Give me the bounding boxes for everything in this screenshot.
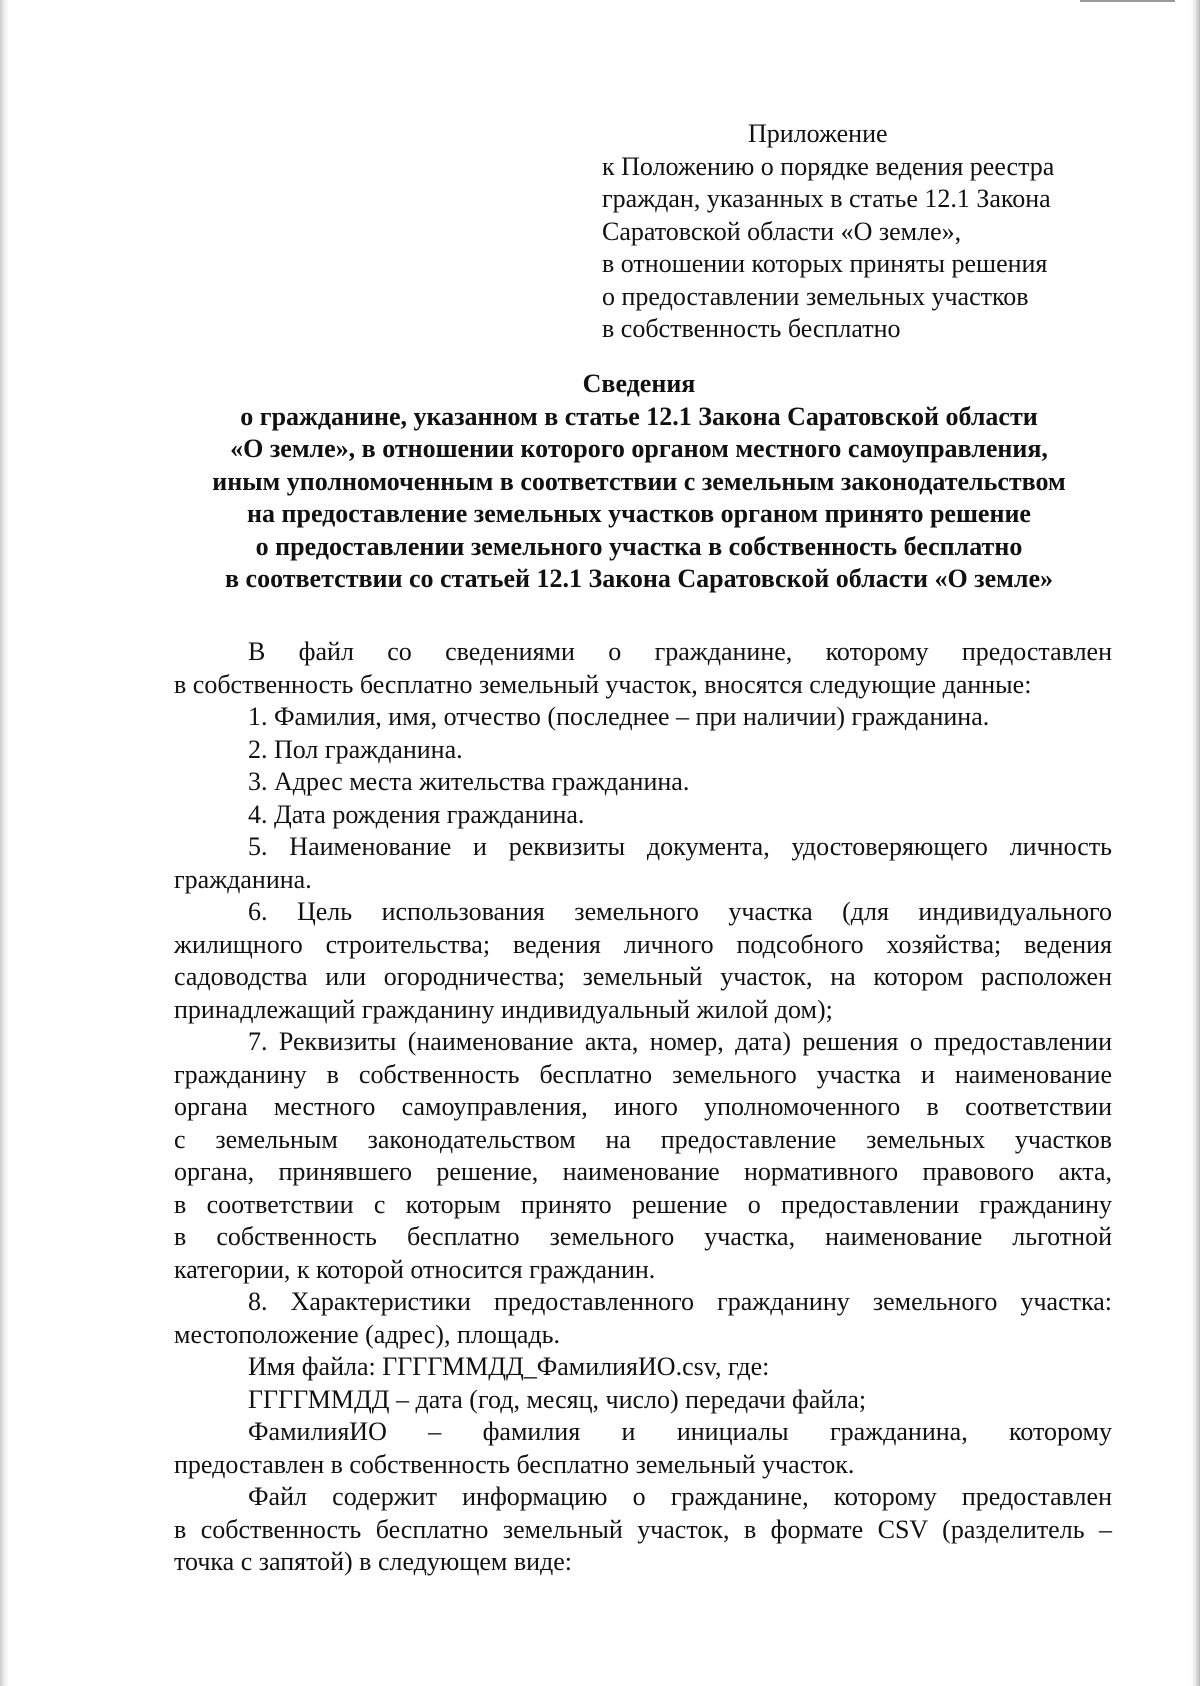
scan-edge-left (0, 0, 9, 1686)
annex-block (602, 118, 1162, 346)
list-item-3: 3. Адрес места жительства гражданина. (248, 767, 690, 796)
list-item-8 (174, 1286, 1112, 1351)
heading-line: «О земле», в отношении которого органом местного самоуправления, (230, 434, 1048, 463)
item-line: в собственность бесплатно земельного участка, наименование льготной (174, 1222, 1112, 1251)
annex-line: о предоставлении земельных участков (602, 281, 1029, 311)
intro-line: В файл со сведениями о гражданине, которому предоставлен (248, 637, 1112, 666)
item-line: 5. Наименование и реквизиты документа, удостоверяющего личность (248, 832, 1112, 861)
scan-corner-mark (1080, 0, 1175, 2)
item-line: органа местного самоуправления, иного уполномоченного в соответствии (174, 1092, 1112, 1121)
heading-line: о предоставлении земельного участка в собственность бесплатно (255, 531, 1023, 561)
list-item-5 (174, 831, 1112, 896)
annex-title: Приложение (748, 119, 888, 148)
item-line: органа, принявшего решение, наименование нормативного правового акта, (174, 1157, 1112, 1186)
item-line: с земельным законодательством на предоставление земельных участков (174, 1124, 1112, 1154)
annex-line: граждан, указанных в статье 12.1 Закона (602, 184, 1051, 213)
annex-line: к Положению о порядке ведения реестра (602, 151, 1055, 181)
annex-line: в собственность бесплатно (602, 314, 901, 343)
format-line: Файл содержит информацию о гражданине, которому предоставлен (248, 1482, 1112, 1511)
list-item-2: 2. Пол гражданина. (248, 734, 463, 764)
item-line: принадлежащий гражданину индивидуальный жилой дом); (174, 994, 833, 1024)
item-line: садоводства или огородничества; земельный участок, на котором расположен (174, 962, 1112, 991)
document-heading (170, 368, 1108, 596)
heading-line: иным уполномоченным в соответствии с земельным законодательством (212, 466, 1066, 496)
intro-line: в собственность бесплатно земельный участок, вносятся следующие данные: (174, 669, 1032, 699)
heading-line: о гражданине, указанном в статье 12.1 Закона Саратовской области (240, 401, 1038, 431)
intro-paragraph (174, 636, 1112, 701)
format-line: в собственность бесплатно земельный участок, в формате CSV (разделитель – (174, 1514, 1112, 1544)
definition-line: предоставлен в собственность бесплатно земельный участок. (174, 1449, 855, 1479)
format-paragraph (174, 1481, 1112, 1579)
item-line: категории, к которой относится гражданин. (174, 1254, 656, 1284)
item-line: 6. Цель использования земельного участка (для индивидуального (248, 897, 1112, 926)
date-definition: ГГГГММДД – дата (год, месяц, число) передачи файла; (248, 1384, 867, 1414)
format-line: точка с запятой) в следующем виде: (174, 1547, 573, 1576)
annex-line: Саратовской области «О земле», (602, 216, 962, 246)
item-line: жилищного строительства; ведения личного подсобного хозяйства; ведения (174, 929, 1112, 959)
item-line: местоположение (адрес), площадь. (174, 1319, 560, 1349)
list-item-4: 4. Дата рождения гражданина. (248, 799, 585, 829)
document-body (174, 636, 1112, 1579)
item-line: в соответствии с которым принято решение о предоставлении гражданину (174, 1189, 1112, 1219)
item-line: 8. Характеристики предоставленного гражданину земельного участка: (248, 1287, 1112, 1316)
item-line: гражданина. (174, 864, 312, 894)
scan-edge-right (1191, 0, 1200, 1686)
annex-line: в отношении которых приняты решения (602, 249, 1048, 278)
heading-line: на предоставление земельных участков органом принято решение (247, 499, 1031, 528)
list-item-6 (174, 896, 1112, 1026)
item-line: 7. Реквизиты (наименование акта, номер, дата) решения о предоставлении (248, 1027, 1112, 1056)
definition-line: ФамилияИО – фамилия и инициалы гражданина, которому (248, 1417, 1112, 1446)
item-line: гражданину в собственность бесплатно земельного участка и наименование (174, 1059, 1112, 1089)
filename-line: Имя файла: ГГГГММДД_ФамилияИО.csv, где: (248, 1352, 770, 1381)
heading-line: в соответствии со статьей 12.1 Закона Саратовской области «О земле» (224, 564, 1053, 593)
list-item-1: 1. Фамилия, имя, отчество (последнее – при наличии) гражданина. (248, 702, 990, 731)
list-item-7 (174, 1026, 1112, 1286)
name-definition (174, 1416, 1112, 1481)
heading-title: Сведения (582, 369, 696, 398)
